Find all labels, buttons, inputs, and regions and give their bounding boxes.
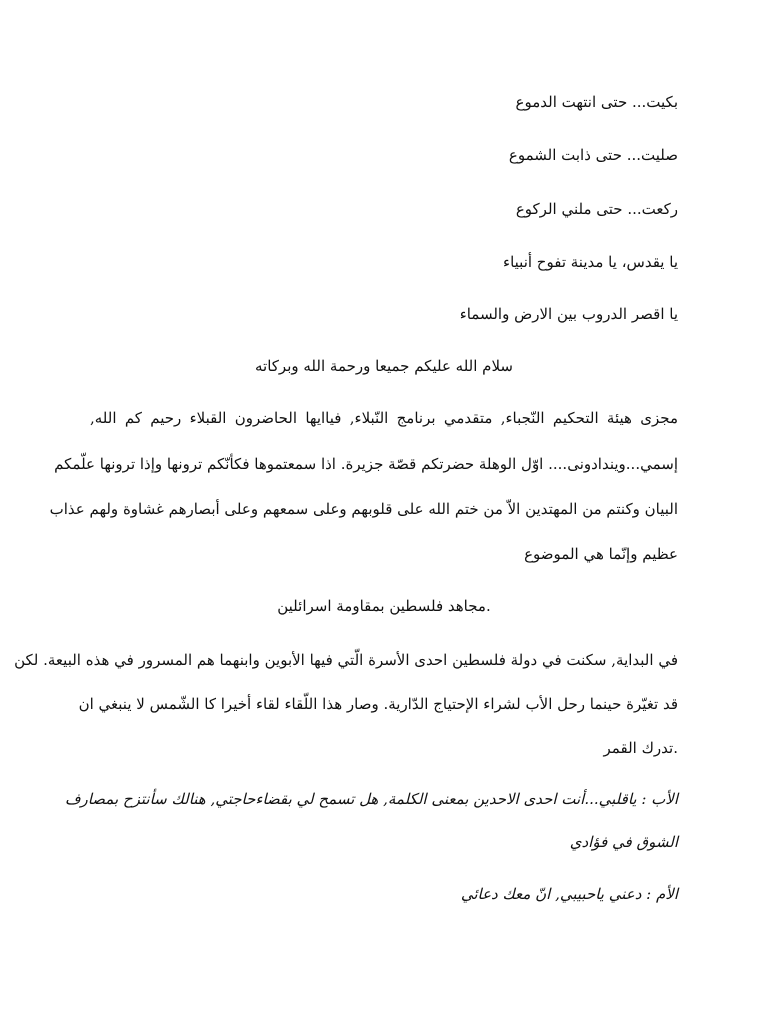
intro-line-4: عظيم وإنّما هي الموضوع bbox=[524, 545, 678, 563]
dialogue-mother: الأم : دعني ياحبيبي, انّ معك دعائي bbox=[460, 885, 678, 903]
poem-line-4: يا يقدس، يا مدينة تفوح أنبياء bbox=[503, 253, 678, 271]
intro-line-2: إسمي...ويندادونى.... اوّل الوهلة حضرتكم قصّة جزيرة. اذا سمعتموها فكأنّكم ترونها وإذا ترونها علّمكم bbox=[54, 455, 678, 473]
story-title: .مجاهد فلسطين بمقاومة اسرائلين bbox=[277, 597, 491, 615]
story-line-3: .تدرك القمر bbox=[603, 739, 678, 757]
poem-line-2: صليت... حتى ذابت الشموع bbox=[508, 146, 678, 164]
poem-line-1: بكيت... حتى انتهت الدموع bbox=[515, 93, 678, 111]
dialogue-father-line-1: الأب : ياقلبي...أنت احدى الاحدين بمعنى الكلمة, هل تسمح لي بقضاءحاجتي, هنالك سأنتزح بمصارف bbox=[64, 790, 678, 808]
intro-line-3: البيان وكنتم من المهتدين الاّ من ختم الله على قلوبهم وعلى سمعهم وعلى أبصارهم غشاوة ولهم عذاب bbox=[49, 500, 678, 518]
intro-line-1: مجزى هيئة التحكيم النّجباء, متقدمي برنامج النّبلاء, فياايها الحاضرون القبلاء رحيم كم الله, bbox=[90, 409, 678, 427]
dialogue-father-line-2: الشوق في فؤادي bbox=[569, 833, 678, 851]
story-line-2: قد تغيّرة حينما رحل الأب لشراء الإحتياج الدّارية. وصار هذا اللّقاء لقاء أخيرا كا الشّمس لا ينبغي ان bbox=[78, 695, 678, 713]
poem-line-5: يا اقصر الدروب بين الارض والسماء bbox=[459, 305, 678, 323]
story-line-1: في البداية, سكنت في دولة فلسطين احدى الأسرة الّتي فيها الأبوين وابنهما هم المسرور في هذه البيعة. لكن bbox=[14, 651, 678, 669]
poem-line-3: ركعت... حتى ملني الركوع bbox=[515, 200, 678, 218]
greeting: سلام الله عليكم جميعا ورحمة الله وبركاته bbox=[255, 357, 513, 375]
